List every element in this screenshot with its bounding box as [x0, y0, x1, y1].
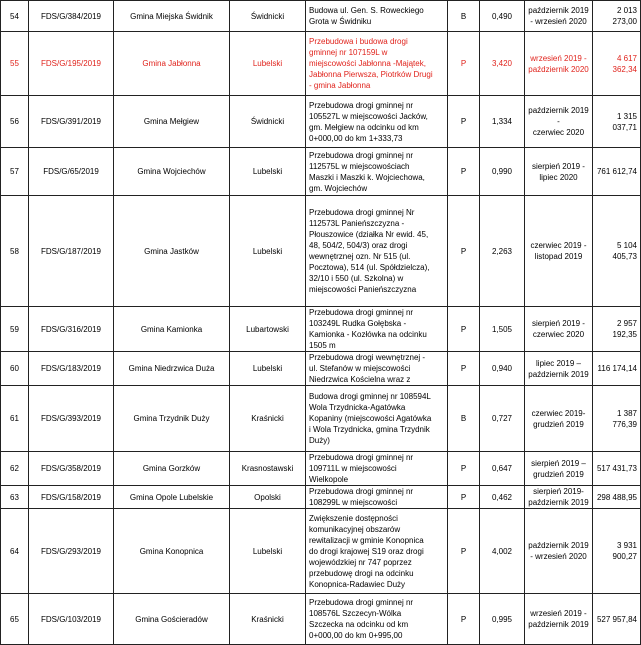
task-category-cell: P [448, 509, 480, 594]
task-description-cell: Przebudowa drogi gminnej Nr 112573L Panieńszczyzna - Płouszowice (działka Nr ewid. 45, 48, 504/2, 504/3) oraz drogi wewnętrznej ozn. Nr 515 (ul. Pocztowa), 514 (ul. Spółdzielcza), 32/10 i 550 (ul. Szkolna) w miejscowości Panieńszczyzna [306, 196, 448, 307]
county-cell: Kraśnicki [230, 594, 306, 645]
funding-amount-cell: 2 013 273,00 [593, 1, 641, 32]
county-cell: Lubelski [230, 196, 306, 307]
row-number-cell: 57 [1, 148, 29, 196]
table-body [1, 1, 641, 645]
county-cell: Świdnicki [230, 96, 306, 148]
row-number-cell: 60 [1, 352, 29, 386]
county-cell: Lubelski [230, 148, 306, 196]
implementation-period-cell: październik 2019 - wrzesień 2020 [525, 509, 593, 594]
municipality-cell: Gmina Opole Lubelskie [114, 486, 230, 509]
table-row [1, 509, 641, 594]
municipality-cell: Gmina Jabłonna [114, 32, 230, 96]
application-code-cell: FDS/G/393/2019 [29, 386, 114, 452]
implementation-period-cell: wrzesień 2019 - październik 2020 [525, 32, 593, 96]
implementation-period-cell: sierpień 2019 – grudzień 2019 [525, 452, 593, 486]
row-number-cell: 55 [1, 32, 29, 96]
task-description-cell: Przebudowa drogi gminnej nr 108299L w miejscowości [306, 486, 448, 509]
length-km-cell: 0,727 [480, 386, 525, 452]
implementation-period-cell: czerwiec 2019- grudzień 2019 [525, 386, 593, 452]
task-description-cell: Zwiększenie dostępności komunikacyjnej obszarów rewitalizacji w gminie Konopnica do drogi krajowej S19 oraz drogi wojewódzkiej nr 747 poprzez przebudowę drogi na odcinku Konopnica-Radawiec Duży [306, 509, 448, 594]
funding-amount-cell: 5 104 405,73 [593, 196, 641, 307]
row-number-cell: 61 [1, 386, 29, 452]
funding-amount-cell: 4 617 362,34 [593, 32, 641, 96]
length-km-cell: 0,995 [480, 594, 525, 645]
table-row [1, 1, 641, 32]
application-code-cell: FDS/G/65/2019 [29, 148, 114, 196]
municipality-cell: Gmina Trzydnik Duży [114, 386, 230, 452]
task-description-cell: Przebudowa drogi gminnej nr 103249L Rudka Gołębska - Kamionka - Kozłówka na odcinku 1505 m [306, 307, 448, 352]
municipality-cell: Gmina Konopnica [114, 509, 230, 594]
task-description-cell: Przebudowa drogi gminnej nr 108576L Szczecyn-Wólka Szczecka na odcinku od km 0+000,00 do km 0+995,00 [306, 594, 448, 645]
application-code-cell: FDS/G/358/2019 [29, 452, 114, 486]
task-category-cell: P [448, 452, 480, 486]
application-code-cell: FDS/G/391/2019 [29, 96, 114, 148]
task-category-cell: B [448, 1, 480, 32]
length-km-cell: 3,420 [480, 32, 525, 96]
task-category-cell: P [448, 594, 480, 645]
application-code-cell: FDS/G/187/2019 [29, 196, 114, 307]
task-category-cell: P [448, 148, 480, 196]
application-code-cell: FDS/G/316/2019 [29, 307, 114, 352]
funding-amount-cell: 1 315 037,71 [593, 96, 641, 148]
county-cell: Krasnostawski [230, 452, 306, 486]
length-km-cell: 1,334 [480, 96, 525, 148]
county-cell: Lubelski [230, 509, 306, 594]
implementation-period-cell: sierpień 2019 - lipiec 2020 [525, 148, 593, 196]
county-cell: Opolski [230, 486, 306, 509]
task-category-cell: P [448, 32, 480, 96]
municipality-cell: Gmina Niedrzwica Duża [114, 352, 230, 386]
municipality-cell: Gmina Mełgiew [114, 96, 230, 148]
task-category-cell: P [448, 196, 480, 307]
task-category-cell: P [448, 307, 480, 352]
application-code-cell: FDS/G/158/2019 [29, 486, 114, 509]
row-number-cell: 62 [1, 452, 29, 486]
funding-amount-cell: 2 957 192,35 [593, 307, 641, 352]
row-number-cell: 54 [1, 1, 29, 32]
implementation-period-cell: październik 2019 - wrzesień 2020 [525, 1, 593, 32]
funding-amount-cell: 3 931 900,27 [593, 509, 641, 594]
task-description-cell: Budowa drogi gminnej nr 108594L Wola Trzydnicka-Agatówka Kopaniny (miejscowości Agatówka i Wola Trzydnicka, gmina Trzydnik Duży) [306, 386, 448, 452]
table-row [1, 352, 641, 386]
county-cell: Lubartowski [230, 307, 306, 352]
municipality-cell: Gmina Jastków [114, 196, 230, 307]
task-category-cell: P [448, 486, 480, 509]
table-row [1, 452, 641, 486]
funding-amount-cell: 116 174,14 [593, 352, 641, 386]
table-row [1, 594, 641, 645]
implementation-period-cell: lipiec 2019 – październik 2019 [525, 352, 593, 386]
funding-amount-cell: 1 387 776,39 [593, 386, 641, 452]
task-description-cell: Przebudowa drogi wewnętrznej - ul. Stefanów w miejscowości Niedrzwica Kościelna wraz z [306, 352, 448, 386]
length-km-cell: 0,940 [480, 352, 525, 386]
application-code-cell: FDS/G/183/2019 [29, 352, 114, 386]
implementation-period-cell: sierpień 2019 - czerwiec 2020 [525, 307, 593, 352]
row-number-cell: 63 [1, 486, 29, 509]
funding-amount-cell: 527 957,84 [593, 594, 641, 645]
application-code-cell: FDS/G/384/2019 [29, 1, 114, 32]
implementation-period-cell: sierpień 2019- październik 2019 [525, 486, 593, 509]
municipality-cell: Gmina Gorzków [114, 452, 230, 486]
table-row [1, 96, 641, 148]
task-description-cell: Przebudowa drogi gminnej nr 112575L w miejscowościach Maszki i Maszki k. Wojciechowa, gm. Wojciechów [306, 148, 448, 196]
county-cell: Świdnicki [230, 1, 306, 32]
county-cell: Lubelski [230, 352, 306, 386]
municipality-cell: Gmina Miejska Świdnik [114, 1, 230, 32]
municipality-cell: Gmina Kamionka [114, 307, 230, 352]
task-description-cell: Budowa ul. Gen. S. Roweckiego Grota w Świdniku [306, 1, 448, 32]
table-row [1, 486, 641, 509]
row-number-cell: 65 [1, 594, 29, 645]
application-code-cell: FDS/G/103/2019 [29, 594, 114, 645]
implementation-period-cell: wrzesień 2019 - październik 2019 [525, 594, 593, 645]
length-km-cell: 0,490 [480, 1, 525, 32]
county-cell: Lubelski [230, 32, 306, 96]
table-row [1, 386, 641, 452]
implementation-period-cell: czerwiec 2019 - listopad 2019 [525, 196, 593, 307]
municipality-cell: Gmina Wojciechów [114, 148, 230, 196]
county-cell: Kraśnicki [230, 386, 306, 452]
row-number-cell: 58 [1, 196, 29, 307]
row-number-cell: 59 [1, 307, 29, 352]
length-km-cell: 0,462 [480, 486, 525, 509]
municipality-cell: Gmina Gościeradów [114, 594, 230, 645]
length-km-cell: 0,647 [480, 452, 525, 486]
table-row [1, 148, 641, 196]
funding-amount-cell: 298 488,95 [593, 486, 641, 509]
task-category-cell: B [448, 386, 480, 452]
application-code-cell: FDS/G/195/2019 [29, 32, 114, 96]
task-category-cell: P [448, 352, 480, 386]
task-description-cell: Przebudowa i budowa drogi gminnej nr 107159L w miejscowości Jabłonna -Majątek, Jabłonna Pierwsza, Piotrków Drugi - gmina Jabłonna [306, 32, 448, 96]
row-number-cell: 64 [1, 509, 29, 594]
application-code-cell: FDS/G/293/2019 [29, 509, 114, 594]
length-km-cell: 2,263 [480, 196, 525, 307]
table-row [1, 32, 641, 96]
length-km-cell: 4,002 [480, 509, 525, 594]
task-category-cell: P [448, 96, 480, 148]
funding-amount-cell: 761 612,74 [593, 148, 641, 196]
implementation-period-cell: październik 2019 - czerwiec 2020 [525, 96, 593, 148]
task-description-cell: Przebudowa drogi gminnej nr 109711L w miejscowości Wielkopole [306, 452, 448, 486]
table-row [1, 307, 641, 352]
row-number-cell: 56 [1, 96, 29, 148]
task-description-cell: Przebudowa drogi gminnej nr 105527L w miejscowości Jacków, gm. Mełgiew na odcinku od km 0+000,00 do km 1+333,73 [306, 96, 448, 148]
length-km-cell: 0,990 [480, 148, 525, 196]
table-row [1, 196, 641, 307]
funding-amount-cell: 517 431,73 [593, 452, 641, 486]
length-km-cell: 1,505 [480, 307, 525, 352]
